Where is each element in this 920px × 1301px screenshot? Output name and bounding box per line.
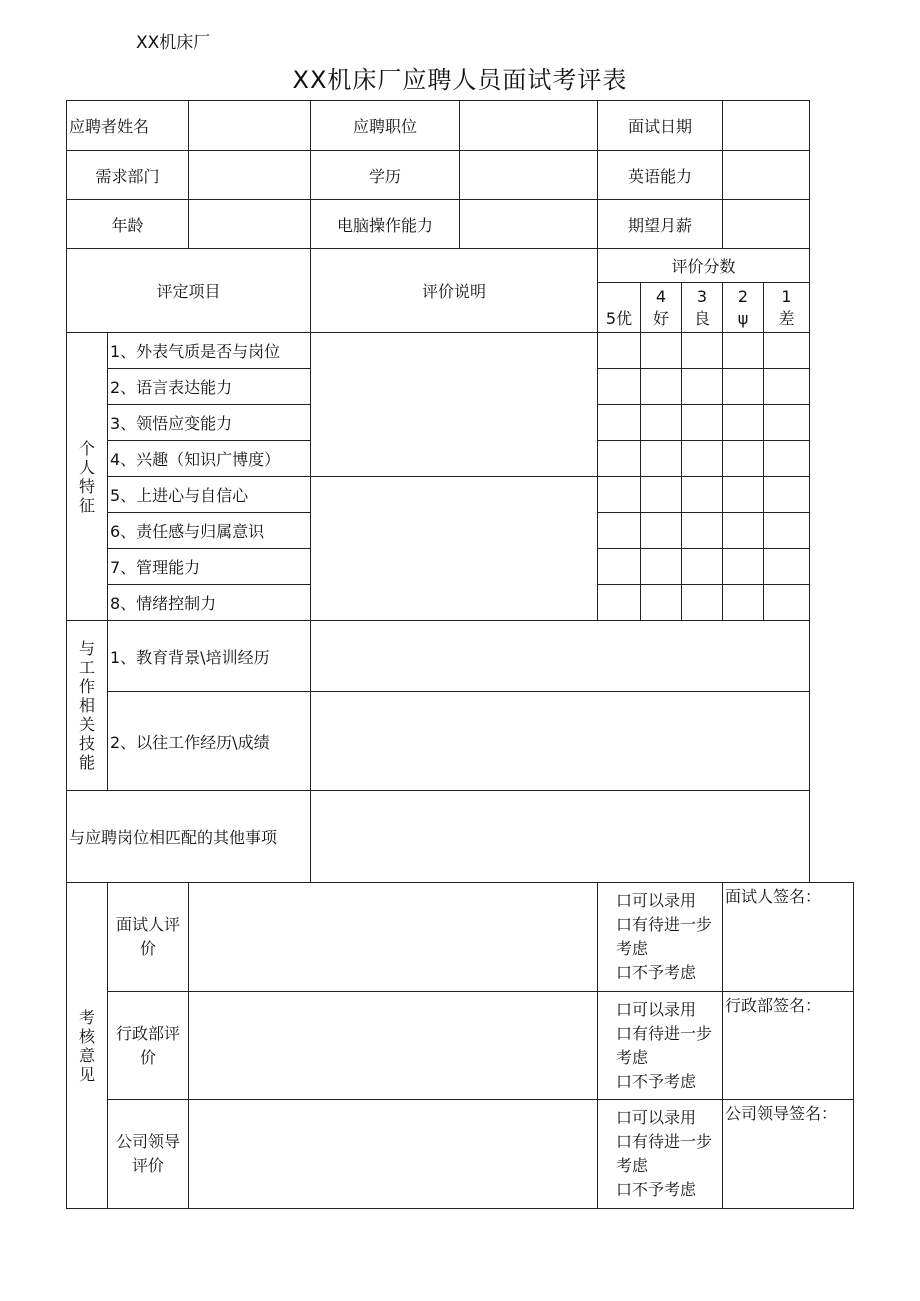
dept-field[interactable] xyxy=(189,151,311,200)
leader-eval-label: 公司领导 评价 xyxy=(108,1100,189,1209)
score-cell[interactable] xyxy=(723,369,764,405)
work-group-label: 与 工 作 相 关 技 能 xyxy=(67,621,108,791)
date-field[interactable] xyxy=(723,101,810,151)
score-cell[interactable] xyxy=(641,333,682,369)
score-cell[interactable] xyxy=(641,549,682,585)
option-hire[interactable]: 口可以录用 xyxy=(616,1108,697,1127)
desc-header: 评价说明 xyxy=(311,249,598,333)
score-cell[interactable] xyxy=(682,333,723,369)
score-cell[interactable] xyxy=(682,477,723,513)
review-group-label: 考 核 意 见 xyxy=(67,883,108,1209)
option-reject[interactable]: 口不予考虑 xyxy=(616,1071,697,1091)
interviewer-options[interactable] xyxy=(598,883,723,992)
salary-label: 期望月薪 xyxy=(598,200,723,249)
work-item-1: 1、教育背景\培训经历 xyxy=(108,621,311,692)
name-label: 应聘者姓名 xyxy=(67,101,189,151)
score-header: 评价分数 xyxy=(598,249,810,283)
score-cell[interactable] xyxy=(641,369,682,405)
score-cell[interactable] xyxy=(641,513,682,549)
score-cell[interactable] xyxy=(598,441,641,477)
score-cell[interactable] xyxy=(723,477,764,513)
leader-eval-field[interactable] xyxy=(189,1100,598,1209)
computer-field[interactable] xyxy=(460,200,598,249)
score-cell[interactable] xyxy=(682,405,723,441)
option-consider[interactable]: 口有待进一步考虑 xyxy=(616,1023,713,1067)
position-field[interactable] xyxy=(460,101,598,151)
score-cell[interactable] xyxy=(723,549,764,585)
score-cell[interactable] xyxy=(764,369,810,405)
age-label: 年龄 xyxy=(67,200,189,249)
personal-item-7: 7、管理能力 xyxy=(108,549,311,585)
work-desc-2[interactable] xyxy=(311,692,810,791)
option-reject[interactable]: 口不予考虑 xyxy=(616,1180,697,1199)
salary-field[interactable] xyxy=(723,200,810,249)
personal-item-3: 3、领悟应变能力 xyxy=(108,405,311,441)
admin-options[interactable] xyxy=(598,992,723,1100)
evaluation-form-table xyxy=(66,100,854,1209)
english-label: 英语能力 xyxy=(598,151,723,200)
personal-item-8: 8、情绪控制力 xyxy=(108,585,311,621)
score-1-header: 1 差 xyxy=(764,283,810,333)
score-cell[interactable] xyxy=(764,585,810,621)
score-cell[interactable] xyxy=(682,549,723,585)
admin-eval-label: 行政部评 价 xyxy=(108,992,189,1100)
score-cell[interactable] xyxy=(598,513,641,549)
work-item-2: 2、以往工作经历\成绩 xyxy=(108,692,311,791)
personal-item-2: 2、语言表达能力 xyxy=(108,369,311,405)
company-header: XX机床厂 xyxy=(136,33,211,53)
score-cell[interactable] xyxy=(598,477,641,513)
position-label: 应聘职位 xyxy=(311,101,460,151)
option-consider[interactable]: 口有待进一步考虑 xyxy=(616,915,713,958)
edu-label: 学历 xyxy=(311,151,460,200)
interviewer-signature[interactable]: 面试人签名： xyxy=(723,883,854,992)
personal-item-5: 5、上进心与自信心 xyxy=(108,477,311,513)
score-cell[interactable] xyxy=(764,513,810,549)
score-cell[interactable] xyxy=(641,477,682,513)
score-cell[interactable] xyxy=(723,333,764,369)
score-cell[interactable] xyxy=(598,549,641,585)
score-cell[interactable] xyxy=(723,441,764,477)
score-cell[interactable] xyxy=(598,369,641,405)
personal-item-1: 1、外表气质是否与岗位 xyxy=(108,333,311,369)
other-label: 与应聘岗位相匹配的其他事项 xyxy=(67,791,311,883)
score-cell[interactable] xyxy=(598,405,641,441)
score-5-header: 5优 xyxy=(598,283,641,333)
personal-item-4: 4、兴趣（知识广博度） xyxy=(108,441,311,477)
score-cell[interactable] xyxy=(682,513,723,549)
admin-eval-field[interactable] xyxy=(189,992,598,1100)
score-cell[interactable] xyxy=(682,585,723,621)
option-consider[interactable]: 口有待进一步考虑 xyxy=(616,1132,713,1175)
computer-label: 电脑操作能力 xyxy=(311,200,460,249)
score-cell[interactable] xyxy=(641,405,682,441)
score-cell[interactable] xyxy=(723,513,764,549)
option-hire[interactable]: 口可以录用 xyxy=(616,891,697,910)
score-cell[interactable] xyxy=(641,441,682,477)
personal-item-6: 6、责任感与归属意识 xyxy=(108,513,311,549)
item-header: 评定项目 xyxy=(67,249,311,333)
option-reject[interactable]: 口不予考虑 xyxy=(616,963,697,982)
date-label: 面试日期 xyxy=(598,101,723,151)
score-cell[interactable] xyxy=(764,405,810,441)
leader-options[interactable] xyxy=(598,1100,723,1209)
score-3-header: 3 良 xyxy=(682,283,723,333)
score-4-header: 4 好 xyxy=(641,283,682,333)
form-title: XX机床厂应聘人员面试考评表 xyxy=(292,66,628,94)
interviewer-eval-label: 面试人评 价 xyxy=(108,883,189,992)
work-desc-1[interactable] xyxy=(311,621,810,692)
score-cell[interactable] xyxy=(764,441,810,477)
score-cell[interactable] xyxy=(764,333,810,369)
edu-field[interactable] xyxy=(460,151,598,200)
interviewer-eval-field[interactable] xyxy=(189,883,598,992)
score-cell[interactable] xyxy=(598,333,641,369)
score-cell[interactable] xyxy=(764,477,810,513)
leader-signature[interactable]: 公司领导签名： xyxy=(723,1100,854,1209)
personal-group-label: 个 人 特 征 xyxy=(67,333,108,621)
score-cell[interactable] xyxy=(764,549,810,585)
score-cell[interactable] xyxy=(598,585,641,621)
other-desc[interactable] xyxy=(311,791,810,883)
dept-label: 需求部门 xyxy=(67,151,189,200)
score-cell[interactable] xyxy=(682,441,723,477)
score-2-header: 2 ψ xyxy=(723,283,764,333)
name-field[interactable] xyxy=(189,101,311,151)
personal-desc-b[interactable] xyxy=(311,477,598,621)
admin-signature[interactable]: 行政部签名： xyxy=(723,992,854,1100)
score-cell[interactable] xyxy=(682,369,723,405)
option-hire[interactable]: 口可以录用 xyxy=(616,999,697,1019)
score-cell[interactable] xyxy=(723,405,764,441)
score-cell[interactable] xyxy=(723,585,764,621)
score-cell[interactable] xyxy=(641,585,682,621)
english-field[interactable] xyxy=(723,151,810,200)
personal-desc-a[interactable] xyxy=(311,333,598,477)
age-field[interactable] xyxy=(189,200,311,249)
